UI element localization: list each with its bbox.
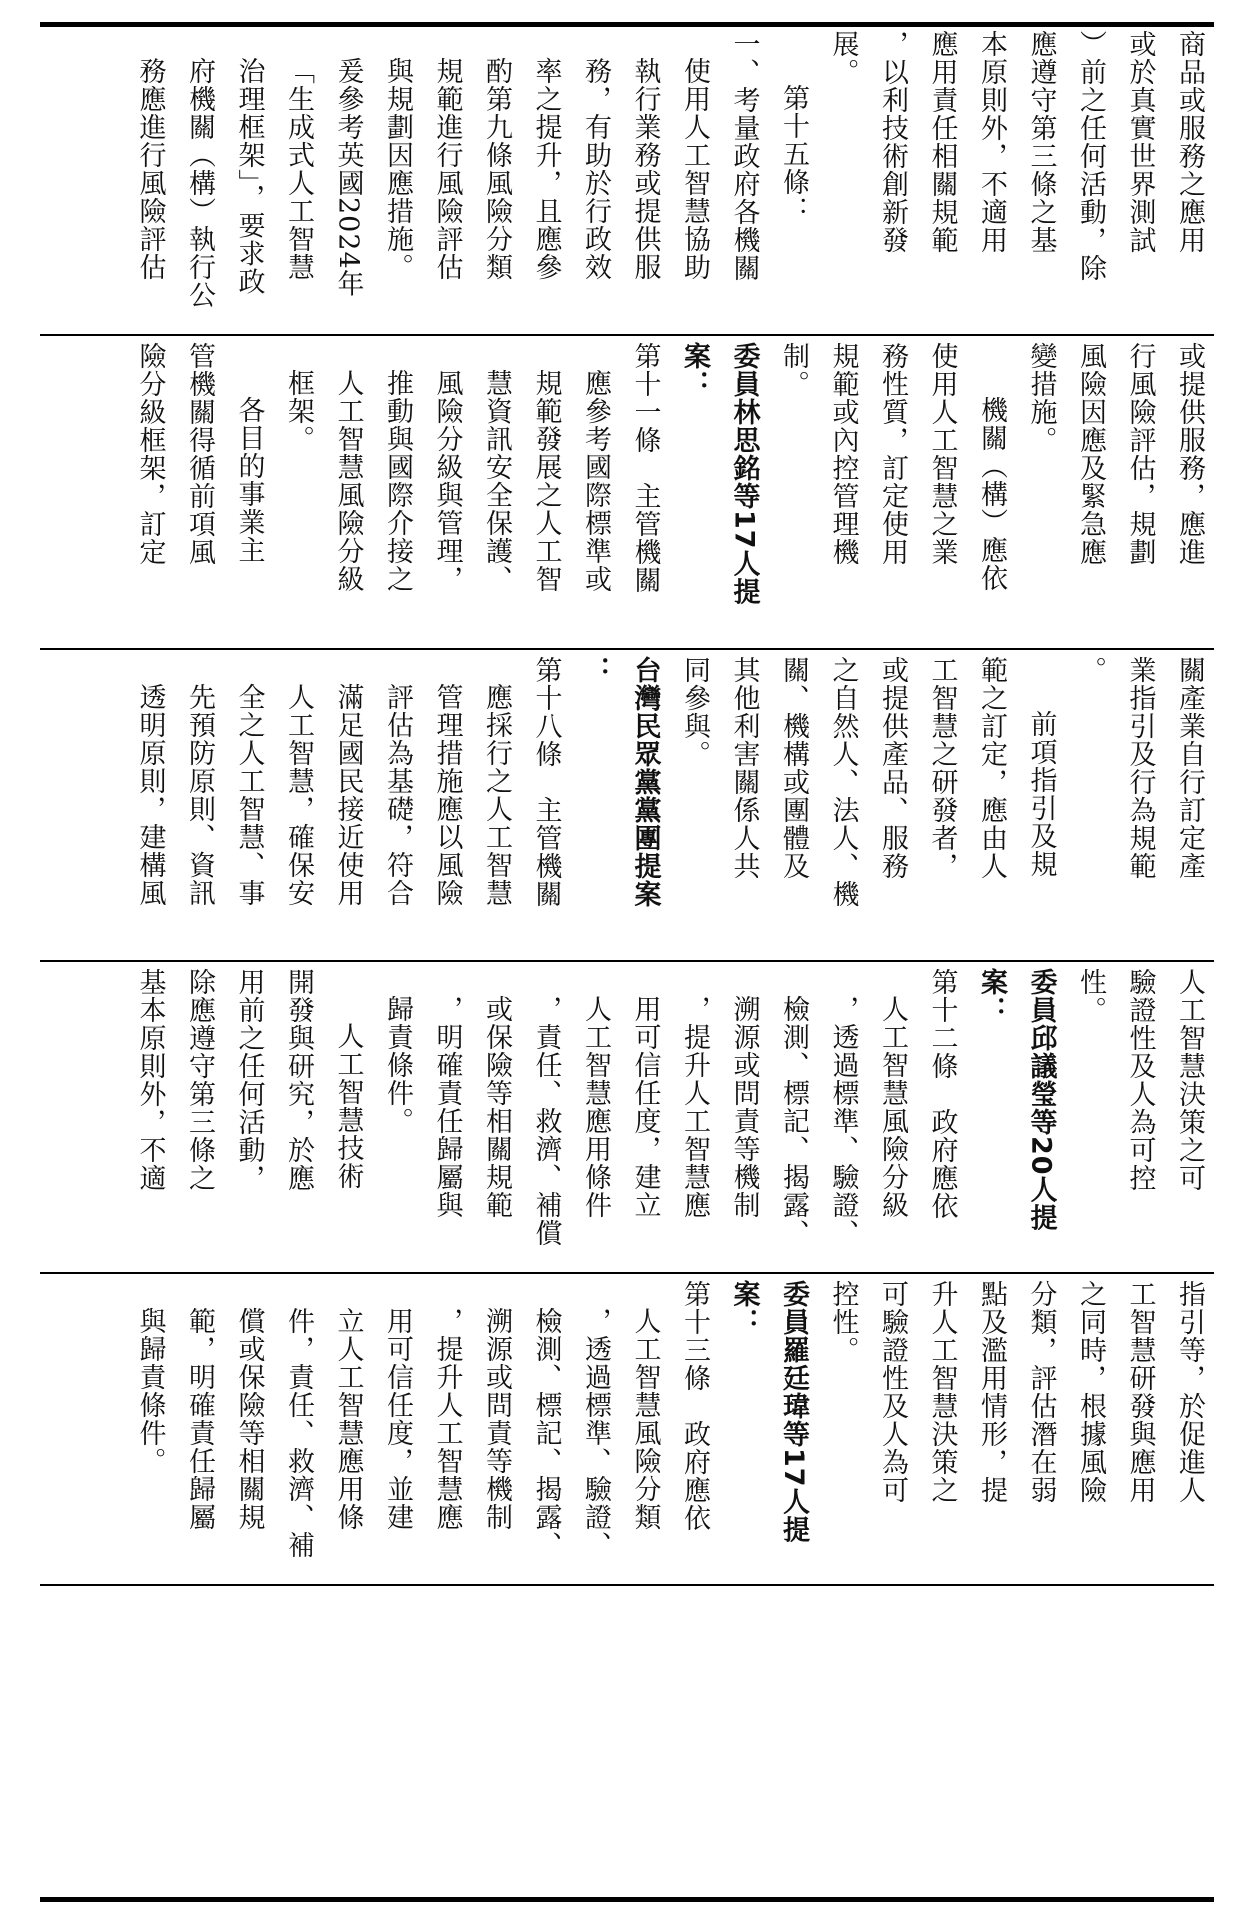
table-row xyxy=(40,1280,1214,1582)
text-line: 與歸責條件。 xyxy=(134,1307,166,1475)
text-line: 關產業自行訂定產 xyxy=(1174,656,1205,880)
proposal-heading: 委員邱議瑩等20人提 xyxy=(1025,968,1057,1232)
text-line: 工智慧研發與應用 xyxy=(1124,1280,1156,1504)
text-line: 立人工智慧應用條 xyxy=(332,1307,364,1531)
table-row xyxy=(40,342,1214,646)
text-line: 分類，評估潛在弱 xyxy=(1025,1280,1057,1504)
proposal-heading: 案： xyxy=(976,968,1007,1024)
text-line: 框架。 xyxy=(283,369,314,453)
text-line: 件，責任、救濟、補 xyxy=(283,1307,314,1559)
row-divider xyxy=(40,1584,1214,1586)
proposal-heading: 案： xyxy=(728,1280,760,1336)
text-line: 透明原則，建構風 xyxy=(134,683,166,907)
text-line: 應參考國際標準或 xyxy=(580,369,611,593)
text-line: 前項指引及規 xyxy=(1025,710,1057,878)
text-line: 歸責條件。 xyxy=(382,995,413,1135)
text-line: 人工智慧應用條件 xyxy=(580,995,611,1219)
text-line: 全之人工智慧、事 xyxy=(233,683,265,907)
text-line: 治理框架」，要求政 xyxy=(233,57,265,296)
table-row xyxy=(40,656,1214,958)
text-line: 性。 xyxy=(1075,968,1106,1024)
text-line: 應採行之人工智慧 xyxy=(481,683,512,907)
text-line: 第十一條 主管機關 xyxy=(629,342,661,594)
text-line: 人工智慧風險分級 xyxy=(877,995,908,1219)
text-line: 應遵守第三條之基 xyxy=(1025,30,1057,254)
text-line: 險分級框架，訂定 xyxy=(134,342,166,566)
text-line: ，以利技術創新發 xyxy=(877,30,908,254)
text-line: 關、機構或團體及 xyxy=(778,656,809,880)
row-divider xyxy=(40,960,1214,962)
text-line: 行風險評估，規劃 xyxy=(1124,342,1156,566)
text-line: 驗證性及人為可控 xyxy=(1124,968,1156,1192)
text-line: 人工智慧，確保安 xyxy=(283,683,314,907)
text-line: 規範或內控管理機 xyxy=(827,342,859,566)
text-line: 第十五條： xyxy=(778,84,809,224)
proposal-heading: 委員羅廷瑋等17人提 xyxy=(778,1280,809,1544)
text-line: 或提供服務，應進 xyxy=(1174,342,1205,566)
text-line: ）前之任何活動，除 xyxy=(1075,30,1106,282)
text-line: 先預防原則、資訊 xyxy=(184,683,215,907)
text-line: 管機關得循前項風 xyxy=(184,342,215,566)
text-line: 人工智慧風險分級 xyxy=(332,369,364,593)
text-line: 。 xyxy=(1075,656,1106,684)
text-line: 慧資訊安全保護、 xyxy=(481,369,512,593)
text-line: 務應進行風險評估 xyxy=(134,57,166,281)
text-line: 府機關（構）執行公 xyxy=(184,57,215,309)
text-line: 可驗證性及人為可 xyxy=(877,1280,908,1504)
text-line: 溯源或問責等機制 xyxy=(728,995,760,1219)
text-line: 應用責任相關規範 xyxy=(926,30,958,254)
text-line: 規範進行風險評估 xyxy=(431,57,463,281)
text-line: 使用人工智慧協助 xyxy=(679,57,710,281)
text-line: 本原則外，不適用 xyxy=(976,30,1007,254)
text-line: 或提供產品、服務 xyxy=(877,656,908,880)
text-line: 機關（構）應依 xyxy=(976,396,1007,592)
text-line: 人工智慧技術 xyxy=(332,1022,364,1190)
text-line: 第十三條 政府應依 xyxy=(679,1280,710,1532)
text-line: 風險因應及緊急應 xyxy=(1075,342,1106,566)
text-line: 開發與研究，於應 xyxy=(283,968,314,1192)
text-line: 溯源或問責等機制 xyxy=(481,1307,512,1531)
text-line: 「生成式人工智慧 xyxy=(283,57,314,281)
proposal-heading: 案： xyxy=(679,342,710,398)
text-line: 用前之任何活動， xyxy=(233,968,265,1192)
text-line: 範，明確責任歸屬 xyxy=(184,1307,215,1531)
proposal-heading: 委員林思銘等17人提 xyxy=(728,342,760,606)
text-line: 執行業務或提供服 xyxy=(629,57,661,281)
text-line: 或於真實世界測試 xyxy=(1124,30,1156,254)
text-line: 業指引及行為規範 xyxy=(1124,656,1156,880)
text-line: 務性質，訂定使用 xyxy=(877,342,908,566)
text-line: 評估為基礎，符合 xyxy=(382,683,413,907)
text-line: ，透過標準、驗證、 xyxy=(580,1307,611,1559)
text-line: 一、考量政府各機關 xyxy=(728,30,760,282)
text-line: 除應遵守第三條之 xyxy=(184,968,215,1192)
text-line: 使用人工智慧之業 xyxy=(926,342,958,566)
text-line: 用可信任度，並建 xyxy=(382,1307,413,1531)
text-line: 檢測、標記、揭露、 xyxy=(778,995,809,1247)
text-line: ，責任、救濟、補償 xyxy=(530,995,562,1247)
text-line: 人工智慧風險分類 xyxy=(629,1307,661,1531)
text-line: 其他利害關係人共 xyxy=(728,656,760,880)
proposal-heading: 台灣民眾黨黨團提案 xyxy=(629,656,661,908)
text-line: 檢測、標記、揭露、 xyxy=(530,1307,562,1559)
text-line: 控性。 xyxy=(827,1280,859,1364)
bottom-rule xyxy=(40,1897,1214,1902)
text-line: 制。 xyxy=(778,342,809,398)
text-line: 之自然人、法人、機 xyxy=(827,656,859,908)
text-line: ，透過標準、驗證、 xyxy=(827,995,859,1247)
row-divider xyxy=(40,648,1214,650)
text-line: 用可信任度，建立 xyxy=(629,995,661,1219)
text-line: 商品或服務之應用 xyxy=(1174,30,1205,254)
text-line: ，明確責任歸屬與 xyxy=(431,995,463,1219)
table-row xyxy=(40,30,1214,332)
row-divider xyxy=(40,334,1214,336)
text-line: 第十二條 政府應依 xyxy=(926,968,958,1220)
top-rule xyxy=(40,22,1214,27)
text-line: 人工智慧決策之可 xyxy=(1174,968,1205,1192)
text-line: ，提升人工智慧應 xyxy=(431,1307,463,1531)
text-line: 償或保險等相關規 xyxy=(233,1307,265,1531)
text-line: 風險分級與管理， xyxy=(431,369,463,593)
text-line: 率之提升，且應參 xyxy=(530,57,562,281)
text-line: 各目的事業主 xyxy=(233,396,265,564)
text-line: 同參與。 xyxy=(679,656,710,768)
table-row xyxy=(40,968,1214,1270)
text-line: 變措施。 xyxy=(1025,342,1057,454)
text-line: 升人工智慧決策之 xyxy=(926,1280,958,1504)
text-line: 範之訂定，應由人 xyxy=(976,656,1007,880)
text-line: 點及濫用情形，提 xyxy=(976,1280,1007,1504)
text-line: 與規劃因應措施。 xyxy=(382,57,413,281)
text-line: 基本原則外，不適 xyxy=(134,968,166,1192)
text-line: 工智慧之研發者， xyxy=(926,656,958,880)
text-line: 酌第九條風險分類 xyxy=(481,57,512,281)
row-divider xyxy=(40,1272,1214,1274)
text-line: 第十八條 主管機關 xyxy=(530,656,562,908)
text-line: 規範發展之人工智 xyxy=(530,369,562,593)
text-line: 或保險等相關規範 xyxy=(481,995,512,1219)
text-line: 管理措施應以風險 xyxy=(431,683,463,907)
text-line: ，提升人工智慧應 xyxy=(679,995,710,1219)
proposal-heading: ： xyxy=(580,656,611,684)
text-line: 之同時，根據風險 xyxy=(1075,1280,1106,1504)
text-line: 務，有助於行政效 xyxy=(580,57,611,281)
text-line: 爰參考英國2024年 xyxy=(332,57,364,298)
text-line: 展。 xyxy=(827,30,859,86)
text-line: 推動與國際介接之 xyxy=(382,369,413,593)
text-line: 指引等，於促進人 xyxy=(1174,1280,1205,1504)
text-line: 滿足國民接近使用 xyxy=(332,683,364,907)
